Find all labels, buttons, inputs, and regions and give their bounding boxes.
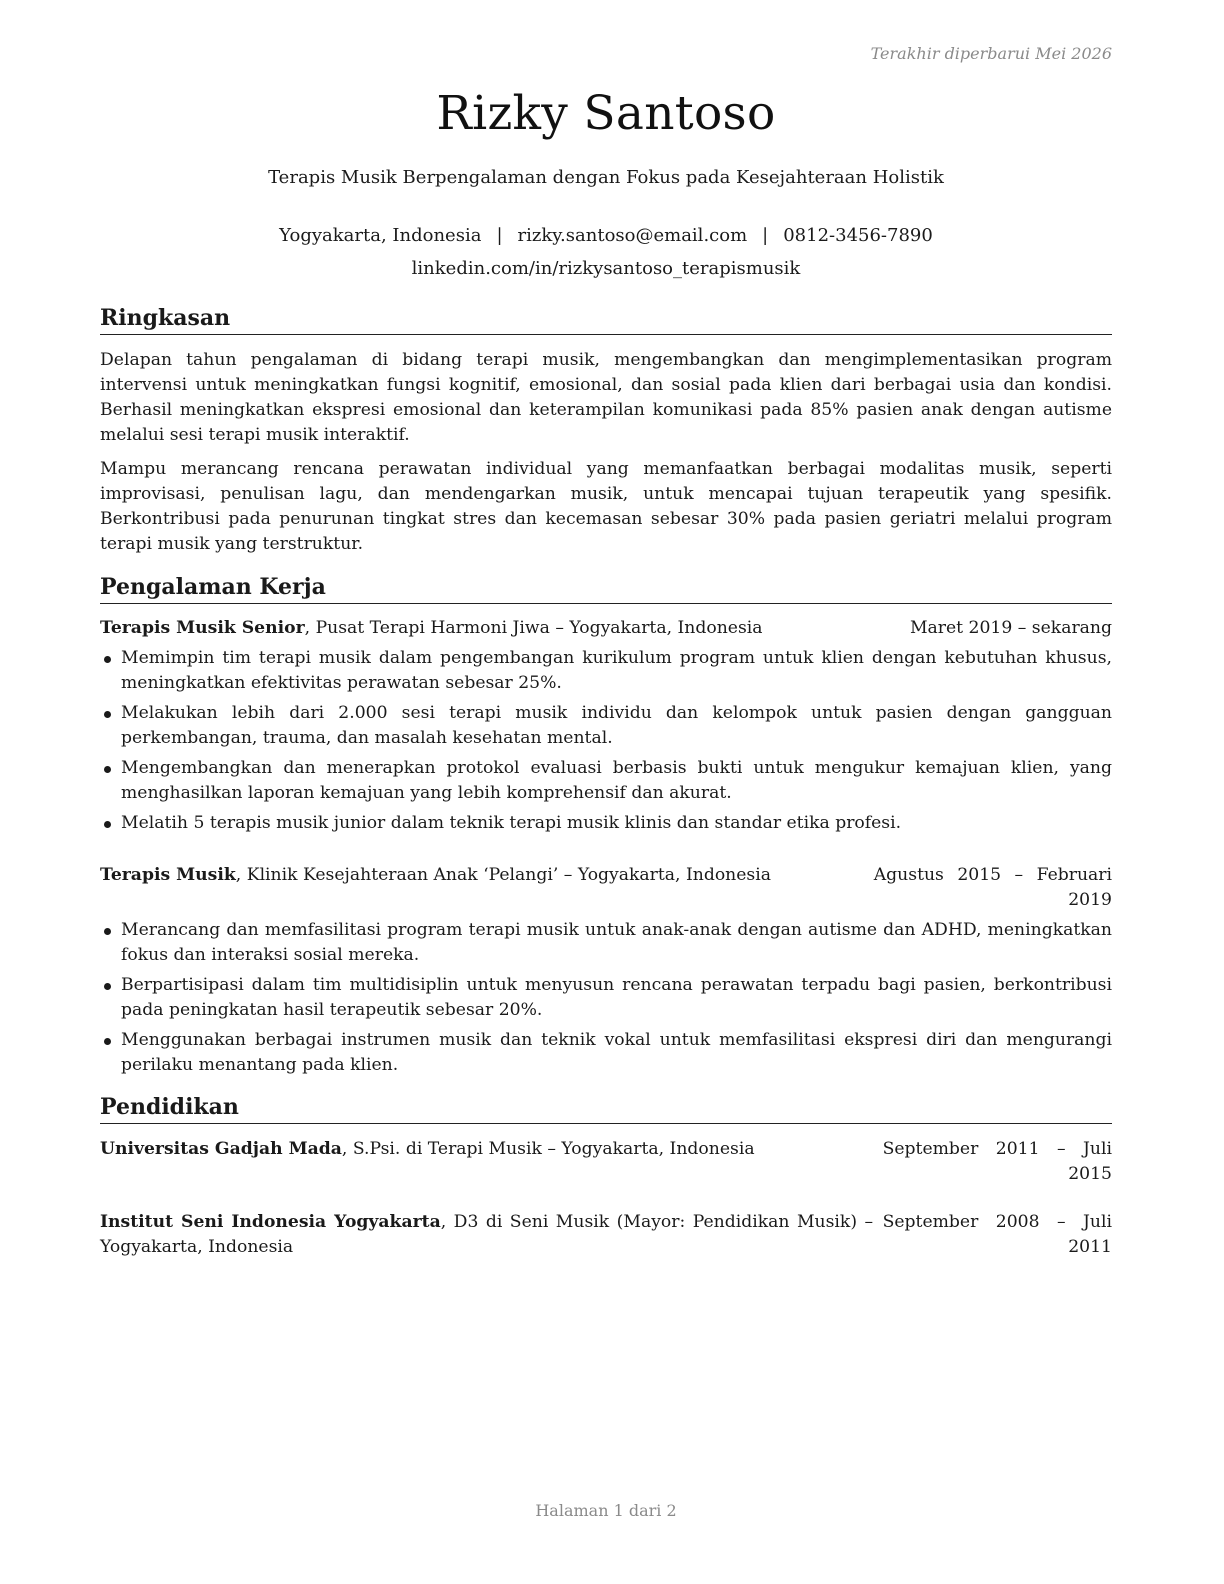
job-header	[100, 616, 1112, 641]
school-name: Universitas Gadjah Mada	[100, 1139, 342, 1159]
degree-location: Yogyakarta, Indonesia	[100, 1237, 294, 1257]
job-date	[874, 863, 1112, 913]
degree-detail: , S.Psi. di Terapi Musik – Yogyakarta, Indonesia	[341, 1139, 755, 1159]
contact-linkedin[interactable]: linkedin.com/in/rizkysantoso_terapismusik	[411, 258, 801, 279]
education-date-line: September 2008 – Juli	[882, 1212, 1112, 1232]
job-employer	[100, 863, 771, 888]
education-date	[883, 1210, 1112, 1260]
education-date-line: 2011	[1068, 1237, 1112, 1257]
school-name: Institut Seni Indonesia Yogyakarta	[100, 1212, 441, 1232]
summary-paragraph: Mampu merancang rencana perawatan individual yang memanfaatkan berbagai modalitas musik, seperti improvisasi, penulisan lagu, dan mendengarkan musik, untuk mencapai tujuan terapeutik yang spesifik. Berkontribusi pada penurunan tingkat stres dan kecemasan sebesar 30% pada pasien geriatri melalui program terapi musik yang terstruktur.	[100, 459, 1112, 554]
resume-page	[100, 0, 1112, 1584]
contact-line	[100, 219, 1112, 252]
contact-location: Yogyakarta, Indonesia	[279, 225, 482, 246]
job-employer	[100, 616, 763, 641]
section-title-experience: Pengalaman Kerja	[100, 573, 1112, 604]
job-date-line: 2019	[1068, 890, 1112, 910]
page-number: Halaman 1 dari 2	[535, 1501, 677, 1520]
education-school	[100, 1210, 873, 1260]
degree-detail: , D3 di Seni Musik (Mayor: Pendidikan Musik) –	[440, 1212, 874, 1232]
job-org: , Pusat Terapi Harmoni Jiwa – Yogyakarta, Indonesia	[304, 618, 763, 638]
list-item: Memimpin tim terapi musik dalam pengembangan kurikulum program untuk klien dengan kebutuhan khusus, meningkatkan efektivitas perawatan sebesar 25%.	[100, 646, 1112, 696]
contact-phone: 0812-3456-7890	[783, 225, 933, 246]
contact-separator: |	[762, 225, 769, 246]
education-entry	[100, 1137, 1112, 1187]
list-item: Menggunakan berbagai instrumen musik dan teknik vokal untuk memfasilitasi ekspresi diri dan mengurangi perilaku menantang pada klien.	[100, 1028, 1112, 1078]
education-date-line: 2015	[1068, 1164, 1112, 1184]
candidate-name: Rizky Santoso	[436, 86, 776, 141]
job-role: Terapis Musik Senior	[100, 618, 305, 638]
list-item: Melatih 5 terapis musik junior dalam teknik terapi musik klinis dan standar etika profesi.	[100, 811, 1112, 836]
last-updated-note: Terakhir diperbarui Mei 2026	[870, 44, 1112, 63]
contact-block	[100, 219, 1112, 285]
job-bullets	[100, 918, 1112, 1083]
job-org: , Klinik Kesejahteraan Anak ‘Pelangi’ – Yogyakarta, Indonesia	[235, 865, 771, 885]
list-item: Berpartisipasi dalam tim multidisiplin untuk menyusun rencana perawatan terpadu bagi pasien, berkontribusi pada peningkatan hasil terapeutik sebesar 20%.	[100, 973, 1112, 1023]
education-date-line: September 2011 – Juli	[882, 1139, 1112, 1159]
education-date	[883, 1137, 1112, 1187]
headline: Terapis Musik Berpengalaman dengan Fokus pada Kesejahteraan Holistik	[268, 167, 944, 188]
contact-email[interactable]: rizky.santoso@email.com	[517, 225, 748, 246]
education-entry	[100, 1210, 1112, 1260]
job-date-line: Agustus 2015 – Februari	[873, 865, 1112, 885]
list-item: Melakukan lebih dari 2.000 sesi terapi musik individu dan kelompok untuk pasien dengan gangguan perkembangan, trauma, dan masalah kesehatan mental.	[100, 701, 1112, 751]
education-school	[100, 1137, 755, 1162]
section-title-summary: Ringkasan	[100, 304, 1112, 335]
section-title-education: Pendidikan	[100, 1093, 1112, 1124]
job-date: Maret 2019 – sekarang	[909, 618, 1112, 638]
contact-separator: |	[496, 225, 503, 246]
job-role: Terapis Musik	[100, 865, 236, 885]
list-item: Mengembangkan dan menerapkan protokol evaluasi berbasis bukti untuk mengukur kemajuan klien, yang menghasilkan laporan kemajuan yang lebih komprehensif dan akurat.	[100, 756, 1112, 806]
job-header	[100, 863, 1112, 913]
job-bullets	[100, 646, 1112, 841]
list-item: Merancang dan memfasilitasi program terapi musik untuk anak-anak dengan autisme dan ADHD, meningkatkan fokus dan interaksi sosial mereka.	[100, 918, 1112, 968]
summary-paragraph: Delapan tahun pengalaman di bidang terapi musik, mengembangkan dan mengimplementasikan program intervensi untuk meningkatkan fungsi kognitif, emosional, dan sosial pada klien dari berbagai usia dan kondisi. Berhasil meningkatkan ekspresi emosional dan keterampilan komunikasi pada 85% pasien anak dengan autisme melalui sesi terapi musik interaktif.	[100, 350, 1112, 445]
